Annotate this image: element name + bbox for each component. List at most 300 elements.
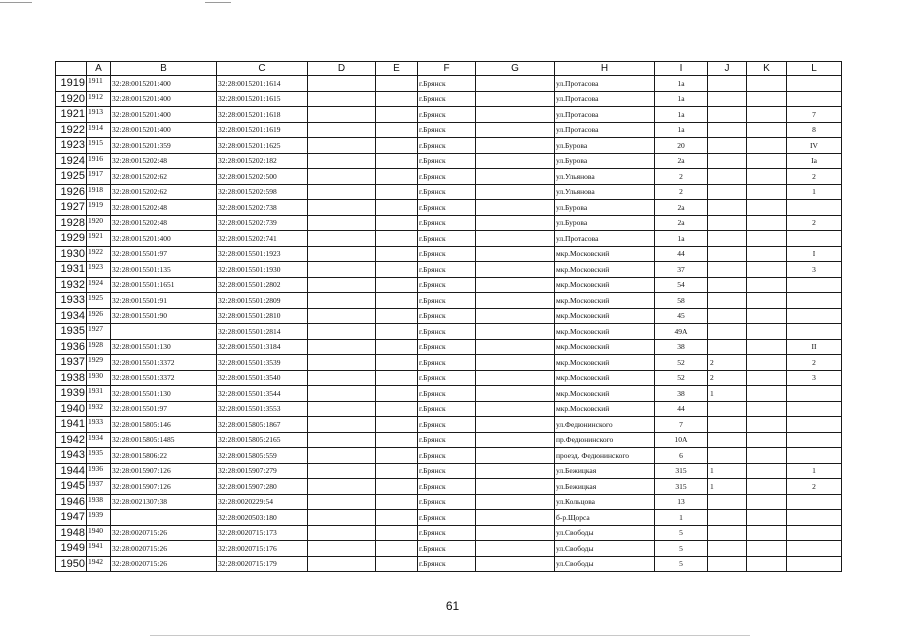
cell-f[interactable]: г.Брянск: [418, 122, 476, 138]
cell-a[interactable]: 1927: [87, 324, 111, 340]
cell-i[interactable]: 10А: [655, 432, 708, 448]
cell-i[interactable]: 52: [655, 370, 708, 386]
cell-h[interactable]: ул.Протасова: [555, 107, 655, 123]
cell-e[interactable]: [376, 448, 418, 464]
cell-g[interactable]: [476, 510, 555, 526]
cell-j[interactable]: [708, 339, 747, 355]
cell-d[interactable]: [308, 432, 376, 448]
cell-g[interactable]: [476, 370, 555, 386]
cell-k[interactable]: [747, 432, 787, 448]
cell-d[interactable]: [308, 262, 376, 278]
cell-a[interactable]: 1931: [87, 386, 111, 402]
cell-l[interactable]: 2: [787, 355, 842, 371]
cell-f[interactable]: г.Брянск: [418, 339, 476, 355]
cell-f[interactable]: г.Брянск: [418, 91, 476, 107]
row-header[interactable]: 1930: [56, 246, 87, 262]
cell-a[interactable]: 1942: [87, 556, 111, 572]
column-header-a[interactable]: A: [87, 62, 111, 76]
cell-g[interactable]: [476, 200, 555, 216]
cell-k[interactable]: [747, 525, 787, 541]
cell-d[interactable]: [308, 76, 376, 92]
cell-a[interactable]: 1940: [87, 525, 111, 541]
cell-d[interactable]: [308, 386, 376, 402]
cell-i[interactable]: 2: [655, 184, 708, 200]
cell-c[interactable]: 32:28:0015202:500: [217, 169, 308, 185]
cell-c[interactable]: 32:28:0015501:1923: [217, 246, 308, 262]
cell-k[interactable]: [747, 231, 787, 247]
cell-d[interactable]: [308, 277, 376, 293]
cell-a[interactable]: 1923: [87, 262, 111, 278]
cell-g[interactable]: [476, 479, 555, 495]
cell-j[interactable]: [708, 525, 747, 541]
cell-f[interactable]: г.Брянск: [418, 262, 476, 278]
column-header-b[interactable]: B: [111, 62, 217, 76]
cell-h[interactable]: ул.Бурова: [555, 138, 655, 154]
column-header-j[interactable]: J: [708, 62, 747, 76]
cell-k[interactable]: [747, 556, 787, 572]
cell-d[interactable]: [308, 370, 376, 386]
cell-b[interactable]: 32:28:0015501:91: [111, 293, 217, 309]
cell-g[interactable]: [476, 138, 555, 154]
cell-h[interactable]: ул.Бурова: [555, 153, 655, 169]
cell-i[interactable]: 2: [655, 169, 708, 185]
cell-h[interactable]: б-р.Щорса: [555, 510, 655, 526]
cell-a[interactable]: 1918: [87, 184, 111, 200]
cell-c[interactable]: 32:28:0015501:3540: [217, 370, 308, 386]
cell-e[interactable]: [376, 169, 418, 185]
cell-b[interactable]: 32:28:0015202:48: [111, 200, 217, 216]
cell-d[interactable]: [308, 556, 376, 572]
cell-a[interactable]: 1915: [87, 138, 111, 154]
cell-i[interactable]: 38: [655, 339, 708, 355]
cell-i[interactable]: 20: [655, 138, 708, 154]
cell-e[interactable]: [376, 463, 418, 479]
cell-e[interactable]: [376, 308, 418, 324]
cell-l[interactable]: [787, 324, 842, 340]
cell-e[interactable]: [376, 386, 418, 402]
cell-f[interactable]: г.Брянск: [418, 556, 476, 572]
cell-a[interactable]: 1929: [87, 355, 111, 371]
cell-h[interactable]: мкр.Московский: [555, 370, 655, 386]
cell-g[interactable]: [476, 107, 555, 123]
cell-b[interactable]: 32:28:0015201:359: [111, 138, 217, 154]
cell-b[interactable]: 32:28:0015201:400: [111, 76, 217, 92]
cell-i[interactable]: 315: [655, 463, 708, 479]
cell-a[interactable]: 1930: [87, 370, 111, 386]
cell-b[interactable]: [111, 324, 217, 340]
cell-j[interactable]: [708, 324, 747, 340]
cell-g[interactable]: [476, 324, 555, 340]
cell-d[interactable]: [308, 231, 376, 247]
cell-j[interactable]: [708, 246, 747, 262]
cell-a[interactable]: 1939: [87, 510, 111, 526]
cell-j[interactable]: [708, 153, 747, 169]
cell-g[interactable]: [476, 556, 555, 572]
cell-l[interactable]: 3: [787, 370, 842, 386]
cell-c[interactable]: 32:28:0015501:3539: [217, 355, 308, 371]
cell-e[interactable]: [376, 355, 418, 371]
cell-f[interactable]: г.Брянск: [418, 277, 476, 293]
cell-l[interactable]: [787, 401, 842, 417]
cell-c[interactable]: 32:28:0015501:3553: [217, 401, 308, 417]
cell-i[interactable]: 54: [655, 277, 708, 293]
cell-i[interactable]: 45: [655, 308, 708, 324]
cell-e[interactable]: [376, 510, 418, 526]
cell-j[interactable]: [708, 122, 747, 138]
cell-g[interactable]: [476, 153, 555, 169]
cell-f[interactable]: г.Брянск: [418, 293, 476, 309]
cell-k[interactable]: [747, 339, 787, 355]
cell-b[interactable]: 32:28:0015202:48: [111, 153, 217, 169]
cell-l[interactable]: [787, 494, 842, 510]
cell-j[interactable]: [708, 293, 747, 309]
cell-c[interactable]: 32:28:0015501:2809: [217, 293, 308, 309]
cell-d[interactable]: [308, 107, 376, 123]
cell-h[interactable]: ул.Протасова: [555, 122, 655, 138]
row-header[interactable]: 1942: [56, 432, 87, 448]
cell-d[interactable]: [308, 308, 376, 324]
cell-i[interactable]: 37: [655, 262, 708, 278]
cell-i[interactable]: 58: [655, 293, 708, 309]
cell-h[interactable]: проезд. Федюнинского: [555, 448, 655, 464]
cell-l[interactable]: 2: [787, 479, 842, 495]
cell-a[interactable]: 1933: [87, 417, 111, 433]
cell-l[interactable]: [787, 76, 842, 92]
cell-f[interactable]: г.Брянск: [418, 324, 476, 340]
row-header[interactable]: 1925: [56, 169, 87, 185]
cell-l[interactable]: [787, 556, 842, 572]
row-header[interactable]: 1947: [56, 510, 87, 526]
cell-b[interactable]: 32:28:0015501:130: [111, 339, 217, 355]
column-header-h[interactable]: H: [555, 62, 655, 76]
column-header-l[interactable]: L: [787, 62, 842, 76]
cell-c[interactable]: 32:28:0020715:176: [217, 541, 308, 557]
cell-j[interactable]: [708, 401, 747, 417]
cell-j[interactable]: [708, 200, 747, 216]
cell-b[interactable]: 32:28:0015805:1485: [111, 432, 217, 448]
cell-g[interactable]: [476, 541, 555, 557]
cell-f[interactable]: г.Брянск: [418, 401, 476, 417]
cell-c[interactable]: 32:28:0015501:2810: [217, 308, 308, 324]
cell-k[interactable]: [747, 215, 787, 231]
cell-b[interactable]: 32:28:0015202:62: [111, 169, 217, 185]
cell-b[interactable]: 32:28:0020715:26: [111, 556, 217, 572]
cell-h[interactable]: ул.Протасова: [555, 91, 655, 107]
cell-b[interactable]: 32:28:0021307:38: [111, 494, 217, 510]
cell-f[interactable]: г.Брянск: [418, 231, 476, 247]
cell-l[interactable]: [787, 231, 842, 247]
cell-i[interactable]: 44: [655, 401, 708, 417]
cell-c[interactable]: 32:28:0015202:182: [217, 153, 308, 169]
cell-k[interactable]: [747, 510, 787, 526]
cell-a[interactable]: 1912: [87, 91, 111, 107]
cell-l[interactable]: 3: [787, 262, 842, 278]
cell-k[interactable]: [747, 355, 787, 371]
column-header-g[interactable]: G: [476, 62, 555, 76]
cell-d[interactable]: [308, 479, 376, 495]
cell-g[interactable]: [476, 308, 555, 324]
cell-g[interactable]: [476, 386, 555, 402]
cell-d[interactable]: [308, 525, 376, 541]
cell-h[interactable]: мкр.Московский: [555, 355, 655, 371]
cell-j[interactable]: [708, 448, 747, 464]
cell-j[interactable]: 1: [708, 386, 747, 402]
cell-g[interactable]: [476, 91, 555, 107]
cell-h[interactable]: ул.Свободы: [555, 525, 655, 541]
cell-b[interactable]: 32:28:0015806:22: [111, 448, 217, 464]
row-header[interactable]: 1929: [56, 231, 87, 247]
cell-e[interactable]: [376, 293, 418, 309]
cell-f[interactable]: г.Брянск: [418, 107, 476, 123]
row-header[interactable]: 1932: [56, 277, 87, 293]
cell-f[interactable]: г.Брянск: [418, 169, 476, 185]
row-header[interactable]: 1935: [56, 324, 87, 340]
cell-c[interactable]: 32:28:0015501:2802: [217, 277, 308, 293]
cell-e[interactable]: [376, 479, 418, 495]
cell-j[interactable]: [708, 76, 747, 92]
cell-i[interactable]: 49А: [655, 324, 708, 340]
cell-a[interactable]: 1914: [87, 122, 111, 138]
cell-b[interactable]: 32:28:0015201:400: [111, 122, 217, 138]
cell-h[interactable]: мкр.Московский: [555, 277, 655, 293]
cell-e[interactable]: [376, 541, 418, 557]
cell-b[interactable]: 32:28:0015201:400: [111, 107, 217, 123]
cell-h[interactable]: мкр.Московский: [555, 308, 655, 324]
cell-f[interactable]: г.Брянск: [418, 541, 476, 557]
cell-b[interactable]: 32:28:0020715:26: [111, 541, 217, 557]
cell-j[interactable]: [708, 494, 747, 510]
cell-c[interactable]: 32:28:0015202:741: [217, 231, 308, 247]
cell-i[interactable]: 6: [655, 448, 708, 464]
cell-g[interactable]: [476, 277, 555, 293]
column-header-f[interactable]: F: [418, 62, 476, 76]
cell-a[interactable]: 1916: [87, 153, 111, 169]
row-header[interactable]: 1946: [56, 494, 87, 510]
cell-g[interactable]: [476, 215, 555, 231]
row-header[interactable]: 1940: [56, 401, 87, 417]
cell-c[interactable]: 32:28:0020503:180: [217, 510, 308, 526]
cell-e[interactable]: [376, 200, 418, 216]
cell-f[interactable]: г.Брянск: [418, 370, 476, 386]
cell-e[interactable]: [376, 417, 418, 433]
cell-k[interactable]: [747, 200, 787, 216]
cell-d[interactable]: [308, 200, 376, 216]
cell-g[interactable]: [476, 417, 555, 433]
cell-l[interactable]: [787, 277, 842, 293]
cell-h[interactable]: мкр.Московский: [555, 246, 655, 262]
cell-l[interactable]: [787, 91, 842, 107]
cell-b[interactable]: 32:28:0015907:126: [111, 463, 217, 479]
cell-d[interactable]: [308, 463, 376, 479]
cell-i[interactable]: 1а: [655, 122, 708, 138]
cell-k[interactable]: [747, 246, 787, 262]
cell-h[interactable]: ул.Свободы: [555, 556, 655, 572]
cell-e[interactable]: [376, 138, 418, 154]
cell-f[interactable]: г.Брянск: [418, 308, 476, 324]
cell-e[interactable]: [376, 91, 418, 107]
cell-j[interactable]: [708, 138, 747, 154]
column-header-c[interactable]: C: [217, 62, 308, 76]
cell-b[interactable]: 32:28:0015805:146: [111, 417, 217, 433]
cell-b[interactable]: 32:28:0015202:48: [111, 215, 217, 231]
cell-a[interactable]: 1934: [87, 432, 111, 448]
cell-d[interactable]: [308, 510, 376, 526]
cell-k[interactable]: [747, 76, 787, 92]
cell-b[interactable]: 32:28:0015501:90: [111, 308, 217, 324]
cell-j[interactable]: [708, 308, 747, 324]
cell-j[interactable]: [708, 417, 747, 433]
cell-f[interactable]: г.Брянск: [418, 432, 476, 448]
cell-j[interactable]: 1: [708, 479, 747, 495]
cell-c[interactable]: 32:28:0015501:3544: [217, 386, 308, 402]
cell-k[interactable]: [747, 153, 787, 169]
cell-c[interactable]: 32:28:0015201:1625: [217, 138, 308, 154]
cell-e[interactable]: [376, 153, 418, 169]
cell-l[interactable]: 1: [787, 463, 842, 479]
cell-h[interactable]: мкр.Московский: [555, 293, 655, 309]
cell-k[interactable]: [747, 169, 787, 185]
cell-k[interactable]: [747, 386, 787, 402]
cell-k[interactable]: [747, 324, 787, 340]
cell-k[interactable]: [747, 448, 787, 464]
cell-e[interactable]: [376, 215, 418, 231]
cell-b[interactable]: 32:28:0015501:135: [111, 262, 217, 278]
cell-g[interactable]: [476, 494, 555, 510]
cell-b[interactable]: 32:28:0015201:400: [111, 231, 217, 247]
cell-c[interactable]: 32:28:0015201:1614: [217, 76, 308, 92]
cell-l[interactable]: [787, 200, 842, 216]
cell-d[interactable]: [308, 401, 376, 417]
cell-e[interactable]: [376, 107, 418, 123]
cell-d[interactable]: [308, 169, 376, 185]
row-header[interactable]: 1920: [56, 91, 87, 107]
cell-g[interactable]: [476, 401, 555, 417]
cell-l[interactable]: Iа: [787, 153, 842, 169]
cell-k[interactable]: [747, 293, 787, 309]
cell-j[interactable]: 1: [708, 463, 747, 479]
cell-h[interactable]: ул.Федюнинского: [555, 417, 655, 433]
cell-i[interactable]: 2а: [655, 200, 708, 216]
cell-j[interactable]: 2: [708, 355, 747, 371]
cell-g[interactable]: [476, 122, 555, 138]
row-header[interactable]: 1938: [56, 370, 87, 386]
cell-g[interactable]: [476, 262, 555, 278]
cell-k[interactable]: [747, 463, 787, 479]
cell-i[interactable]: 13: [655, 494, 708, 510]
cell-b[interactable]: 32:28:0015202:62: [111, 184, 217, 200]
cell-c[interactable]: 32:28:0015907:279: [217, 463, 308, 479]
cell-j[interactable]: [708, 262, 747, 278]
cell-g[interactable]: [476, 231, 555, 247]
row-header[interactable]: 1944: [56, 463, 87, 479]
cell-i[interactable]: 2а: [655, 153, 708, 169]
cell-i[interactable]: 38: [655, 386, 708, 402]
cell-l[interactable]: 1: [787, 184, 842, 200]
cell-j[interactable]: [708, 169, 747, 185]
cell-h[interactable]: ул.Ульянова: [555, 169, 655, 185]
cell-b[interactable]: 32:28:0015907:126: [111, 479, 217, 495]
cell-a[interactable]: 1935: [87, 448, 111, 464]
cell-f[interactable]: г.Брянск: [418, 184, 476, 200]
cell-d[interactable]: [308, 215, 376, 231]
cell-b[interactable]: 32:28:0015501:3372: [111, 370, 217, 386]
cell-j[interactable]: [708, 231, 747, 247]
cell-f[interactable]: г.Брянск: [418, 525, 476, 541]
cell-f[interactable]: г.Брянск: [418, 355, 476, 371]
cell-f[interactable]: г.Брянск: [418, 386, 476, 402]
cell-c[interactable]: 32:28:0020229:54: [217, 494, 308, 510]
cell-b[interactable]: 32:28:0015501:97: [111, 246, 217, 262]
cell-l[interactable]: 8: [787, 122, 842, 138]
cell-l[interactable]: II: [787, 339, 842, 355]
row-header[interactable]: 1926: [56, 184, 87, 200]
cell-l[interactable]: [787, 293, 842, 309]
cell-e[interactable]: [376, 122, 418, 138]
cell-f[interactable]: г.Брянск: [418, 417, 476, 433]
cell-e[interactable]: [376, 494, 418, 510]
cell-l[interactable]: [787, 432, 842, 448]
cell-d[interactable]: [308, 293, 376, 309]
cell-c[interactable]: 32:28:0015805:559: [217, 448, 308, 464]
row-header[interactable]: 1933: [56, 293, 87, 309]
column-header-e[interactable]: E: [376, 62, 418, 76]
cell-h[interactable]: ул.Ульянова: [555, 184, 655, 200]
cell-l[interactable]: [787, 525, 842, 541]
cell-l[interactable]: [787, 417, 842, 433]
cell-i[interactable]: 44: [655, 246, 708, 262]
cell-g[interactable]: [476, 355, 555, 371]
cell-c[interactable]: 32:28:0015202:739: [217, 215, 308, 231]
cell-c[interactable]: 32:28:0015501:2814: [217, 324, 308, 340]
cell-d[interactable]: [308, 541, 376, 557]
column-header-i[interactable]: I: [655, 62, 708, 76]
column-header-k[interactable]: K: [747, 62, 787, 76]
cell-j[interactable]: [708, 215, 747, 231]
row-header[interactable]: 1945: [56, 479, 87, 495]
cell-h[interactable]: мкр.Московский: [555, 386, 655, 402]
row-header[interactable]: 1948: [56, 525, 87, 541]
cell-i[interactable]: 52: [655, 355, 708, 371]
cell-h[interactable]: ул.Бурова: [555, 215, 655, 231]
cell-a[interactable]: 1913: [87, 107, 111, 123]
cell-i[interactable]: 2а: [655, 215, 708, 231]
cell-e[interactable]: [376, 525, 418, 541]
cell-i[interactable]: 1а: [655, 91, 708, 107]
cell-h[interactable]: ул.Бежицкая: [555, 463, 655, 479]
cell-k[interactable]: [747, 479, 787, 495]
cell-e[interactable]: [376, 339, 418, 355]
cell-f[interactable]: г.Брянск: [418, 463, 476, 479]
cell-g[interactable]: [476, 76, 555, 92]
cell-g[interactable]: [476, 339, 555, 355]
cell-a[interactable]: 1938: [87, 494, 111, 510]
cell-l[interactable]: [787, 541, 842, 557]
cell-h[interactable]: ул.Бежицкая: [555, 479, 655, 495]
cell-h[interactable]: мкр.Московский: [555, 401, 655, 417]
cell-k[interactable]: [747, 308, 787, 324]
cell-h[interactable]: ул.Кольцова: [555, 494, 655, 510]
cell-e[interactable]: [376, 76, 418, 92]
cell-b[interactable]: 32:28:0015501:3372: [111, 355, 217, 371]
cell-i[interactable]: 7: [655, 417, 708, 433]
cell-i[interactable]: 1а: [655, 107, 708, 123]
cell-c[interactable]: 32:28:0015501:1930: [217, 262, 308, 278]
row-header[interactable]: 1928: [56, 215, 87, 231]
cell-d[interactable]: [308, 324, 376, 340]
cell-j[interactable]: [708, 556, 747, 572]
cell-k[interactable]: [747, 494, 787, 510]
row-header[interactable]: 1921: [56, 107, 87, 123]
